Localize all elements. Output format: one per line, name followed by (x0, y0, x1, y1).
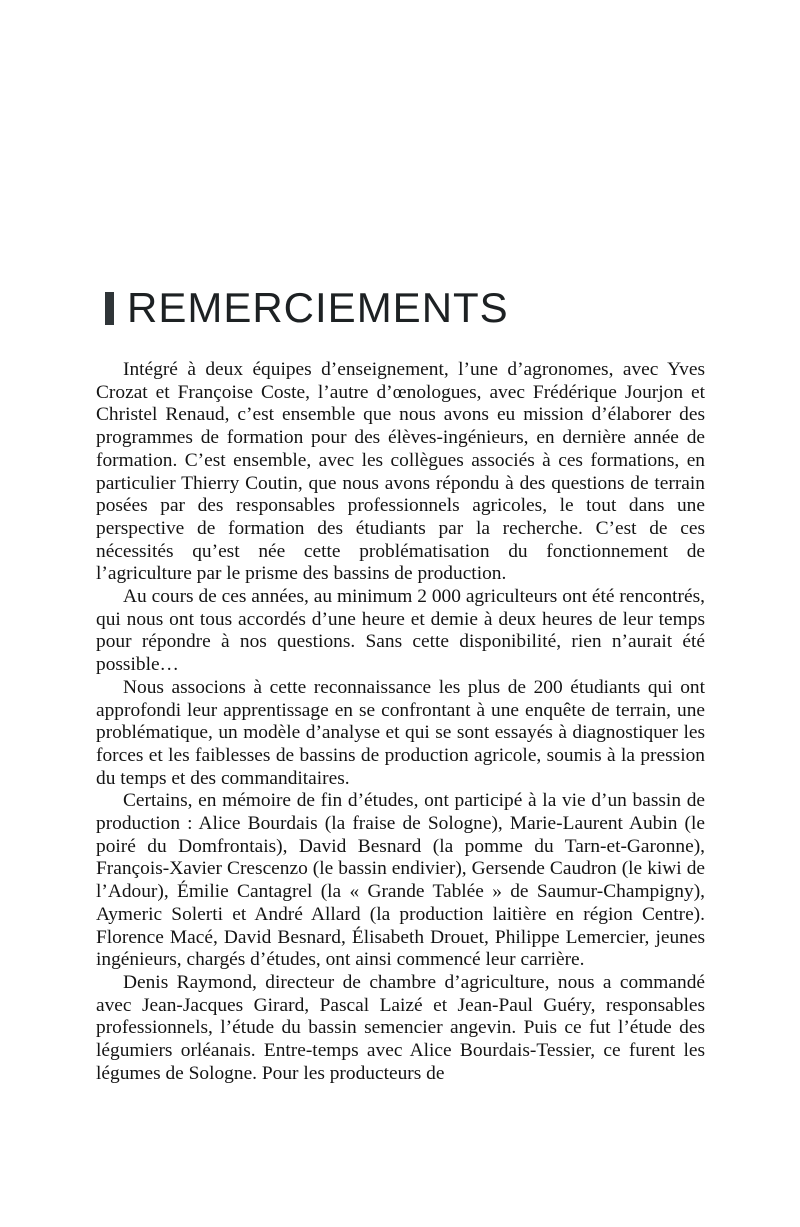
paragraph-5: Denis Raymond, directeur de chambre d’agriculture, nous a commandé avec Jean-Jacques Girard, Pascal Laizé et Jean-Paul Guéry, responsables professionnels, l’étude du bassin semencier angevin. Puis ce fut l’étude des légumiers orléanais. Entre-temps avec Alice Bourdais-Tessier, ce furent les légumes de Sologne. Pour les producteurs de (96, 971, 705, 1084)
page-title: REMERCIEMENTS (127, 284, 509, 331)
chapter-heading (105, 284, 509, 331)
paragraph-2: Au cours de ces années, au minimum 2 000 agriculteurs ont été rencontrés, qui nous ont tous accordés d’une heure et demie à deux heures de leur temps pour répondre à nos questions. Sans cette disponibilité, rien n’aurait été possible… (96, 586, 705, 676)
body-text-block (96, 359, 705, 1086)
paragraph-3: Nous associons à cette reconnaissance les plus de 200 étudiants qui ont approfondi leur apprentissage en se confrontant à une enquête de terrain, une problématique, un modèle d’analyse et qui se sont essayés à diagnostiquer les forces et les faiblesses de bassins de production agricole, soumis à la pression du temps et des commanditaires. (96, 676, 705, 789)
section-marker-bar (105, 292, 114, 325)
paragraph-1: Intégré à deux équipes d’enseignement, l’une d’agronomes, avec Yves Crozat et Françoise Coste, l’autre d’œnologues, avec Frédérique Jourjon et Christel Renaud, c’est ensemble que nous avons eu mission d’élaborer des programmes de formation pour des élèves-ingénieurs, en dernière année de formation. C’est ensemble, avec les collègues associés à ces formations, en particulier Thierry Coutin, que nous avons répondu à des questions de terrain posées par des responsables professionnels agricoles, le tout dans une perspective de formation des étudiants par la recherche. C’est de ces nécessités qu’est née cette problématisation du fonctionnement de l’agriculture par le prisme des bassins de production. (96, 359, 705, 585)
paragraph-4: Certains, en mémoire de fin d’études, ont participé à la vie d’un bassin de production : Alice Bourdais (la fraise de Sologne), Marie-Laurent Aubin (le poiré du Domfrontais), David Besnard (la pomme du Tarn-et-Garonne), François-Xavier Crescenzo (le bassin endivier), Gersende Caudron (le kiwi de l’Adour), Émilie Cantagrel (la « Grande Tablée » de Saumur-Champigny), Aymeric Solerti et André Allard (la production laitière en région Centre). Florence Macé, David Besnard, Élisabeth Drouet, Philippe Lemercier, jeunes ingénieurs, chargés d’études, ont ainsi commencé leur carrière. (96, 790, 705, 971)
